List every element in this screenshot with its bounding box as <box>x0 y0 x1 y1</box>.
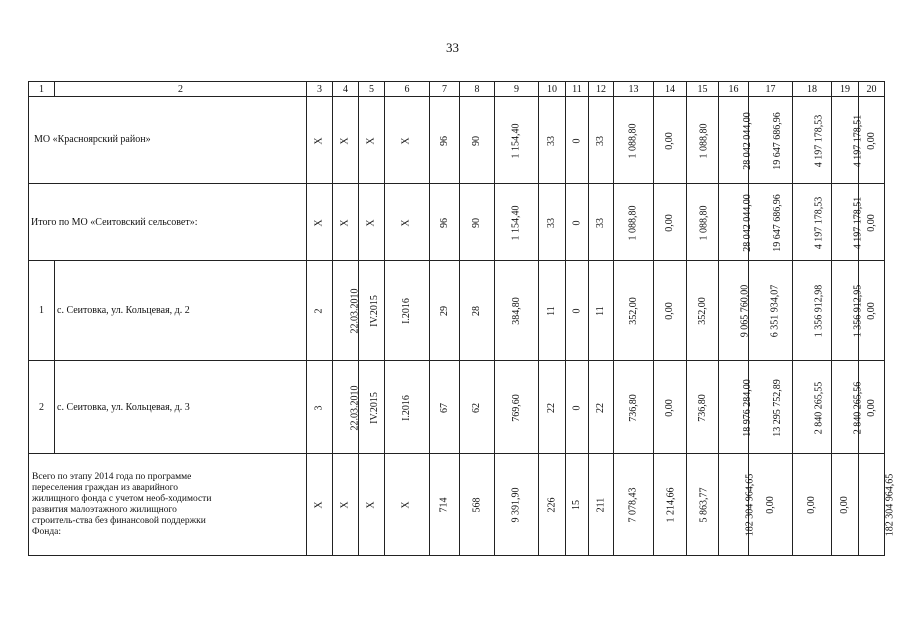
row-number: 1 <box>29 261 55 361</box>
table-cell: 1 154,40 <box>495 184 539 261</box>
header-cell: 1 <box>29 82 55 97</box>
table-cell: 0,00 <box>859 97 885 184</box>
header-cell: 4 <box>333 82 359 97</box>
page-number: 33 <box>446 40 459 55</box>
table-cell: 1 088,80 <box>687 97 719 184</box>
table-cell: 7 078,43 <box>614 454 654 556</box>
header-cell: 20 <box>859 82 885 97</box>
table-cell: 11 <box>589 261 614 361</box>
table-cell: 13 295 752,89 <box>749 361 793 454</box>
table-cell: 0 <box>566 361 589 454</box>
table-cell: 29 <box>430 261 460 361</box>
table-cell: 0 <box>566 97 589 184</box>
header-cell: 3 <box>307 82 333 97</box>
table-cell: 22 <box>589 361 614 454</box>
table-cell: 1 088,80 <box>614 184 654 261</box>
table-cell: 2 840 265,56 <box>832 361 859 454</box>
table-cell: X <box>359 454 385 556</box>
table-cell: 33 <box>589 184 614 261</box>
table-cell: IV.2015 <box>359 261 385 361</box>
table-cell: 9 065 760,00 <box>719 261 749 361</box>
row-label: Итого по МО «Сеитовский сельсовет»: <box>29 184 307 261</box>
header-cell: 6 <box>385 82 430 97</box>
table-cell: X <box>333 184 359 261</box>
header-cell: 5 <box>359 82 385 97</box>
table-cell: 67 <box>430 361 460 454</box>
header-cell: 19 <box>832 82 859 97</box>
table-cell: 96 <box>430 97 460 184</box>
table-row-house <box>29 261 885 361</box>
table-cell: X <box>307 454 333 556</box>
table-cell: 19 647 686,96 <box>749 184 793 261</box>
table-cell: 769,60 <box>495 361 539 454</box>
table-cell: 22 <box>539 361 566 454</box>
table-cell: 22.03.2010 <box>333 261 359 361</box>
header-cell: 10 <box>539 82 566 97</box>
column-number-row <box>29 82 885 97</box>
table-cell: 5 863,77 <box>687 454 719 556</box>
table-cell: 211 <box>589 454 614 556</box>
table-cell: IV.2015 <box>359 361 385 454</box>
table-cell: 18 976 284,00 <box>719 361 749 454</box>
table-cell: 28 042 044,00 <box>719 97 749 184</box>
header-cell: 2 <box>55 82 307 97</box>
table-cell: 96 <box>430 184 460 261</box>
table-cell: 3 <box>307 361 333 454</box>
table-cell: 0,00 <box>859 261 885 361</box>
table-cell: 1 214,66 <box>654 454 687 556</box>
table-cell: 0,00 <box>859 184 885 261</box>
table-cell: 0,00 <box>654 261 687 361</box>
table-cell: X <box>359 184 385 261</box>
table-cell: 182 304 964,65 <box>719 454 749 556</box>
table-cell: 90 <box>460 184 495 261</box>
header-cell: 15 <box>687 82 719 97</box>
table-cell: 384,80 <box>495 261 539 361</box>
table-cell: 62 <box>460 361 495 454</box>
table-cell: 28 042 044,00 <box>719 184 749 261</box>
table-cell: 352,00 <box>614 261 654 361</box>
table-cell: 226 <box>539 454 566 556</box>
table-cell: 4 197 178,53 <box>793 97 832 184</box>
table-cell: 9 391,90 <box>495 454 539 556</box>
table-cell: 352,00 <box>687 261 719 361</box>
row-address: с. Сеитовка, ул. Кольцевая, д. 2 <box>55 261 307 361</box>
table-row-municipality <box>29 97 885 184</box>
header-cell: 18 <box>793 82 832 97</box>
table-cell: 33 <box>539 184 566 261</box>
resettlement-table <box>28 81 896 556</box>
table-cell: X <box>307 97 333 184</box>
table-cell: 736,80 <box>614 361 654 454</box>
table-cell: 0,00 <box>859 361 885 454</box>
table-cell: 33 <box>539 97 566 184</box>
table-row-subtotal <box>29 184 885 261</box>
table-cell: 2 840 265,55 <box>793 361 832 454</box>
table-cell: 2 <box>307 261 333 361</box>
table-cell: 0,00 <box>654 361 687 454</box>
table-cell: 0,00 <box>654 184 687 261</box>
table-cell: 0 <box>566 261 589 361</box>
table-cell: 4 197 178,51 <box>832 97 859 184</box>
table-cell: X <box>333 97 359 184</box>
header-cell: 12 <box>589 82 614 97</box>
table-cell: X <box>385 184 430 261</box>
header-cell: 8 <box>460 82 495 97</box>
header-cell: 14 <box>654 82 687 97</box>
table-cell: X <box>359 97 385 184</box>
table-cell: 22.03.2010 <box>333 361 359 454</box>
table-cell: X <box>333 454 359 556</box>
table-cell: 19 647 686,96 <box>749 97 793 184</box>
table-cell: 1 356 912,98 <box>793 261 832 361</box>
table-cell: 0,00 <box>749 454 793 556</box>
header-cell: 13 <box>614 82 654 97</box>
table-cell: 1 088,80 <box>614 97 654 184</box>
header-cell: 11 <box>566 82 589 97</box>
row-label: МО «Красноярский район» <box>29 97 307 184</box>
header-cell: 9 <box>495 82 539 97</box>
table-cell: I.2016 <box>385 361 430 454</box>
table-row-house <box>29 361 885 454</box>
table-cell: 15 <box>566 454 589 556</box>
header-cell: 16 <box>719 82 749 97</box>
table-cell: 714 <box>430 454 460 556</box>
table-cell: 736,80 <box>687 361 719 454</box>
table-cell: 568 <box>460 454 495 556</box>
table-cell: 6 351 934,07 <box>749 261 793 361</box>
table-cell: I.2016 <box>385 261 430 361</box>
table-cell: 11 <box>539 261 566 361</box>
row-label: Всего по этапу 2014 года по программе переселения граждан из аварийного жилищного фонда с учетом необ-ходимости развития малоэтажного жилищного строитель-ства без финансовой поддержки Фонда: <box>29 454 307 556</box>
table-cell: X <box>385 454 430 556</box>
table-cell: 90 <box>460 97 495 184</box>
table-cell: 0,00 <box>793 454 832 556</box>
table-cell: 33 <box>589 97 614 184</box>
row-address: с. Сеитовка, ул. Кольцевая, д. 3 <box>55 361 307 454</box>
table-cell: 1 154,40 <box>495 97 539 184</box>
table-cell: 182 304 964,65 <box>859 454 885 556</box>
table-cell: 4 197 178,51 <box>832 184 859 261</box>
table-cell: X <box>385 97 430 184</box>
table-cell: 1 088,80 <box>687 184 719 261</box>
table-row-grand-total <box>29 454 885 556</box>
table-cell: 0 <box>566 184 589 261</box>
table-cell: 1 356 912,95 <box>832 261 859 361</box>
row-number: 2 <box>29 361 55 454</box>
header-cell: 17 <box>749 82 793 97</box>
header-cell: 7 <box>430 82 460 97</box>
table-cell: X <box>307 184 333 261</box>
table-cell: 4 197 178,53 <box>793 184 832 261</box>
table-cell: 0,00 <box>832 454 859 556</box>
table-cell: 28 <box>460 261 495 361</box>
table-cell: 0,00 <box>654 97 687 184</box>
